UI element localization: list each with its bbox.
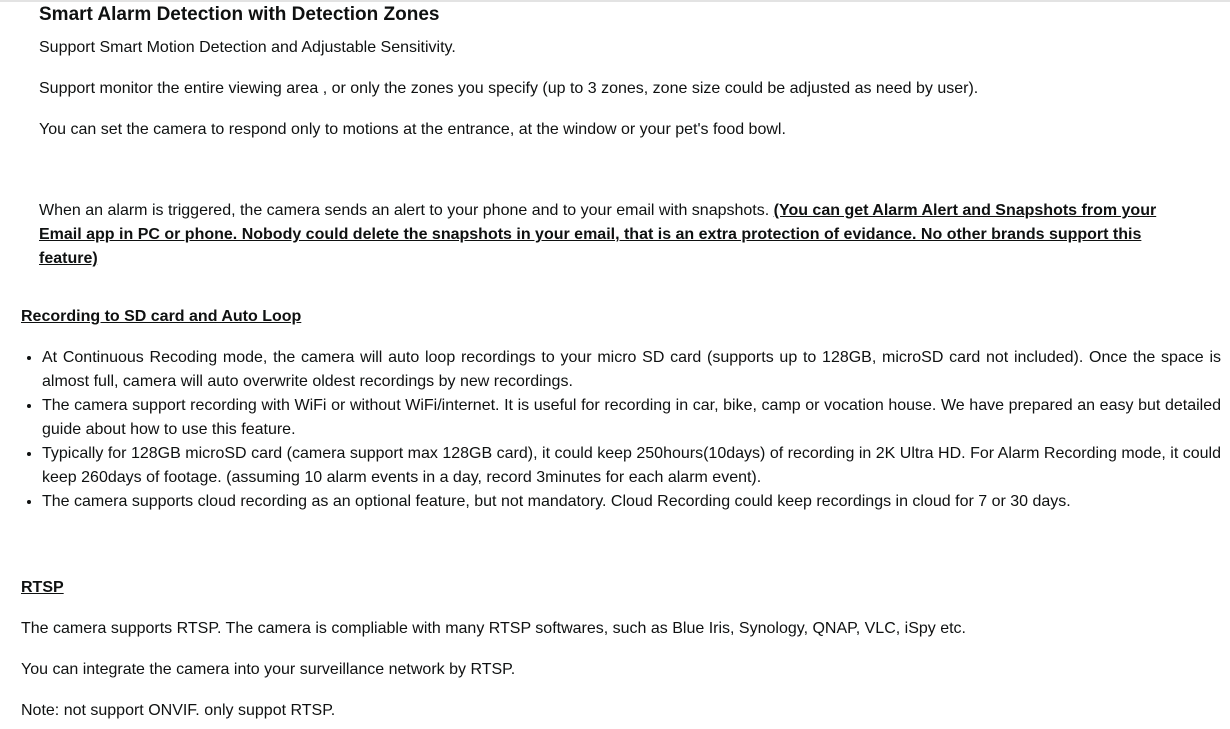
alarm-alert-paragraph: [39, 199, 1189, 271]
top-divider: [0, 0, 1230, 2]
list-item: • The camera support recording with WiFi or without WiFi/internet. It is useful for recording in car, bike, camp or vocation house. We have prepared an easy but detailed guide about how to use this feature.: [42, 394, 1221, 442]
alarm-alert-text: When an alarm is triggered, the camera sends an alert to your phone and to your email with snapshots.: [39, 202, 774, 219]
rtsp-integration-paragraph: You can integrate the camera into your surveillance network by RTSP.: [21, 661, 516, 678]
alarm-alert-emphasis: (You can get Alarm Alert and Snapshots from your Email app in PC or phone. Nobody could delete the snapshots in your email, that is an extra protection of evidance. No other brands support this feature): [39, 202, 1157, 267]
recording-list: [21, 346, 1221, 514]
respond-zones-paragraph: You can set the camera to respond only to motions at the entrance, at the window or your pet's food bowl.: [39, 121, 786, 138]
list-item: • Typically for 128GB microSD card (camera support max 128GB card), it could keep 250hours(10days) of recording in 2K Ultra HD. For Alarm Recording mode, it could keep 260days of footage. (assuming 10 alarm events in a day, record 3minutes for each alarm event).: [42, 442, 1221, 490]
rtsp-heading: RTSP: [21, 579, 64, 596]
recording-section: [21, 305, 1221, 514]
smart-alarm-section: [39, 3, 1189, 271]
rtsp-note-paragraph: Note: not support ONVIF. only suppot RTSP.: [21, 702, 336, 719]
sensitivity-paragraph: Support Smart Motion Detection and Adjustable Sensitivity.: [39, 39, 456, 56]
list-item: • The camera supports cloud recording as an optional feature, but not mandatory. Cloud Recording could keep recordings in cloud for 7 or 30 days.: [42, 490, 1221, 514]
list-item: • At Continuous Recoding mode, the camera will auto loop recordings to your micro SD card (supports up to 128GB, microSD card not included). Once the space is almost full, camera will auto overwrite oldest recordings by new recordings.: [42, 346, 1221, 394]
rtsp-compatibility-paragraph: The camera supports RTSP. The camera is compliable with many RTSP softwares, such as Blue Iris, Synology, QNAP, VLC, iSpy etc.: [21, 620, 966, 637]
recording-heading: Recording to SD card and Auto Loop: [21, 308, 302, 325]
rtsp-section: [21, 576, 1221, 723]
monitor-zones-paragraph: Support monitor the entire viewing area , or only the zones you specify (up to 3 zones, zone size could be adjusted as need by user).: [39, 80, 979, 97]
smart-alarm-title: Smart Alarm Detection with Detection Zones: [39, 4, 440, 25]
